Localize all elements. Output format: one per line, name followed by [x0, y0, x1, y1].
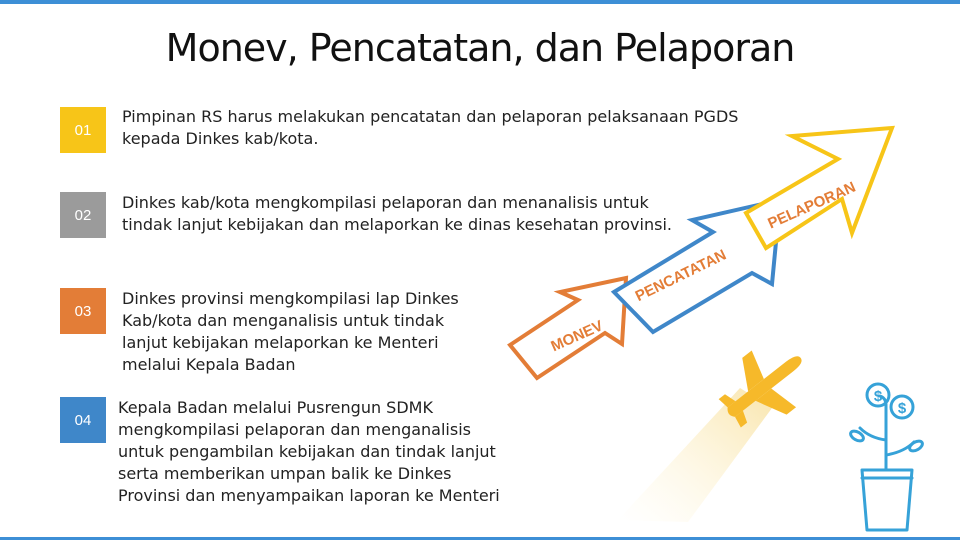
monev-arrow	[510, 278, 626, 378]
step-badge-04: 04	[60, 397, 106, 443]
page-title: Monev, Pencatatan, dan Pelaporan	[165, 26, 795, 70]
step-badge-01: 01	[60, 107, 106, 153]
money-plant-icon	[849, 384, 924, 530]
coin-symbol-left: $	[873, 388, 883, 405]
step-text-01: Pimpinan RS harus melakukan pencatatan dan pelaporan pelaksanaan PGDS kepada Dinkes kab/kota.	[122, 107, 739, 148]
pencatatan-arrow-label: PENCATATAN	[632, 246, 730, 306]
step-badge-02: 02	[60, 192, 106, 238]
monev-arrow-label: MONEV	[548, 317, 606, 356]
pelaporan-arrow	[746, 128, 892, 248]
coin-symbol-right: $	[897, 400, 907, 417]
plane-trail	[618, 388, 772, 522]
step-text-02: Dinkes kab/kota mengkompilasi pelaporan dan menanalisis untuk tindak lanjut kebijakan dan melaporkan ke dinas kesehatan provinsi.	[122, 193, 672, 234]
pelaporan-arrow-label: PELAPORAN	[765, 178, 859, 233]
step-text-03: Dinkes provinsi mengkompilasi lap Dinkes Kab/kota dan menganalisis untuk tindak lanjut kebijakan melaporkan ke Menteri melalui Kepala Badan	[122, 289, 459, 374]
step-text-04: Kepala Badan melalui Pusrengun SDMK mengkompilasi pelaporan dan menganalisis untuk pengambilan kebijakan dan tindak lanjut serta memberikan umpan balik ke Dinkes Provinsi dan menyampaikan laporan ke Menteri	[118, 398, 500, 505]
step-badge-03: 03	[60, 288, 106, 334]
